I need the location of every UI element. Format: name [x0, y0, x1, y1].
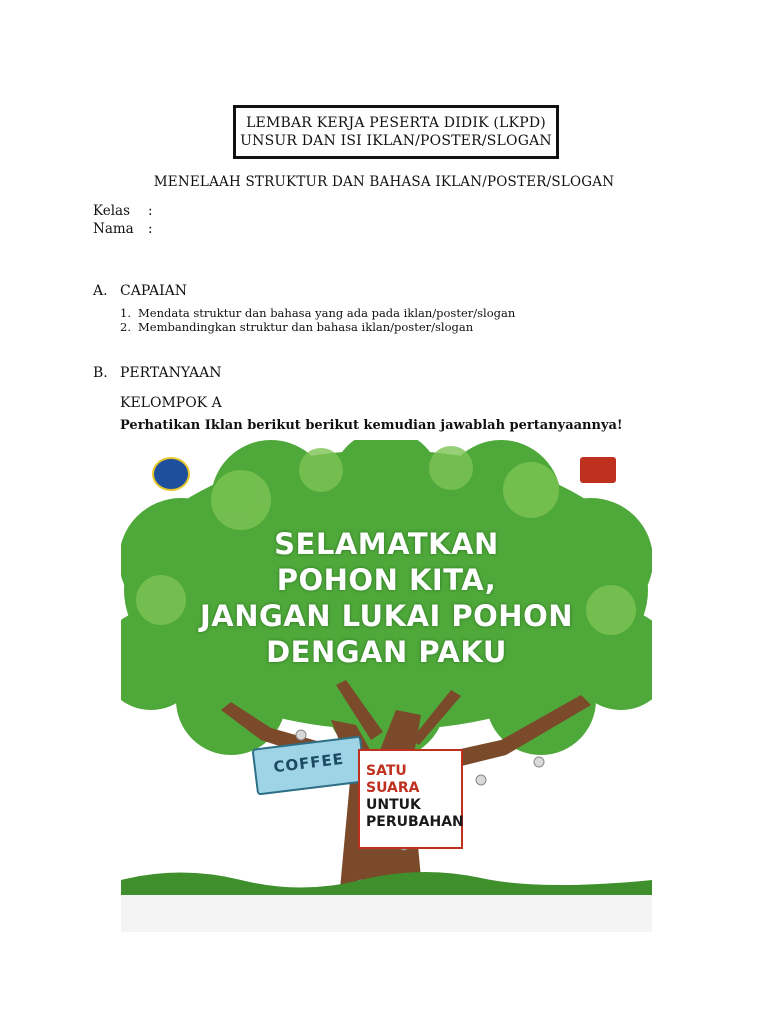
field-nama-label: Nama	[93, 221, 134, 237]
worksheet-title: LEMBAR KERJA PESERTA DIDIK (LKPD)	[246, 115, 546, 131]
coffee-sign: COFFEE	[252, 735, 367, 795]
poster-headline-line: POHON KITA,	[276, 563, 497, 597]
worksheet-subtitle: MENELAAH STRUKTUR DAN BAHASA IKLAN/POSTER/SLOGAN	[153, 174, 615, 190]
organization-logo-icon	[580, 457, 616, 483]
list-item-text: Membandingkan struktur dan bahasa iklan/poster/slogan	[138, 320, 474, 334]
instruction-text: Perhatikan Iklan berikut berikut kemudian jawablah pertanyaannya!	[120, 418, 623, 433]
school-logo-icon	[152, 457, 190, 491]
poster-headline-line: JANGAN LUKAI POHON	[199, 599, 573, 633]
section-b-title: PERTANYAAN	[120, 365, 222, 381]
goals-list	[120, 306, 515, 334]
tree-poster-image	[121, 440, 652, 932]
poster-headline	[121, 526, 652, 670]
list-item	[120, 320, 515, 334]
section-a-heading	[93, 283, 187, 299]
tree-illustration	[121, 440, 652, 932]
vote-sign-line: UNTUK	[366, 797, 421, 813]
section-a-title: CAPAIAN	[120, 283, 187, 299]
list-item-number: 1.	[120, 306, 131, 320]
section-a-letter: A.	[93, 283, 108, 299]
worksheet-subject: UNSUR DAN ISI IKLAN/POSTER/SLOGAN	[240, 133, 552, 149]
list-item	[120, 306, 515, 320]
vote-sign-line: SUARA	[366, 780, 420, 796]
field-kelas	[93, 203, 153, 219]
vote-sign-line: SATU	[366, 763, 407, 779]
field-kelas-label: Kelas	[93, 203, 131, 219]
vote-sign-line: PERUBAHAN	[366, 814, 464, 830]
poster-headline-line: DENGAN PAKU	[266, 635, 507, 669]
group-label: KELOMPOK A	[120, 395, 222, 411]
list-item-text: Mendata struktur dan bahasa yang ada pada iklan/poster/slogan	[138, 306, 516, 320]
section-b-heading	[93, 365, 222, 381]
worksheet-title-box	[233, 105, 559, 159]
field-kelas-separator: :	[148, 203, 153, 219]
vote-poster-sign	[358, 749, 463, 849]
poster-headline-line: SELAMATKAN	[274, 527, 499, 561]
field-nama-separator: :	[148, 221, 153, 237]
section-b-letter: B.	[93, 365, 108, 381]
field-nama	[93, 221, 153, 237]
list-item-number: 2.	[120, 320, 131, 334]
